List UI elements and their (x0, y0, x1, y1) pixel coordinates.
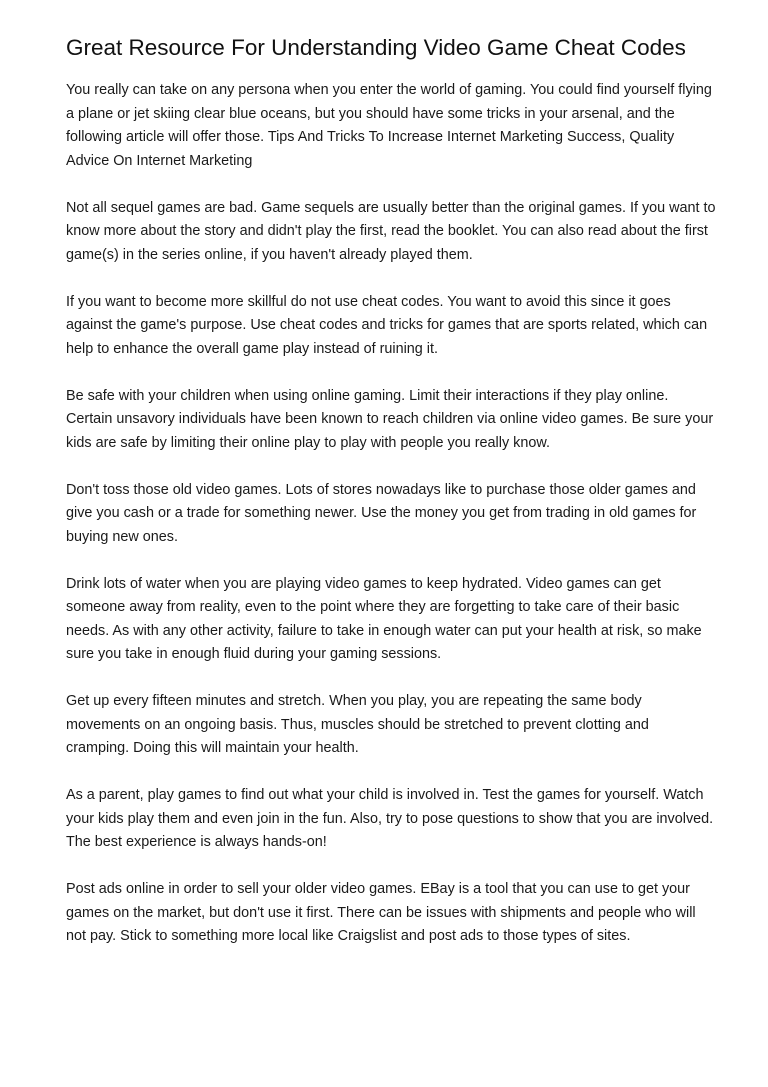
document-page (66, 36, 716, 972)
paragraph-old-games: Don't toss those old video games. Lots of stores nowadays like to purchase those older games and give you cash or a trade for something newer. Use the money you get from trading in old games for buying new ones. (66, 481, 697, 545)
paragraph-stretching: Get up every fifteen minutes and stretch. When you play, you are repeating the same body movements on an ongoing basis. Thus, muscles should be stretched to prevent clotting and cramping. Doing this will maintain your health. (66, 693, 649, 756)
paragraph-child-safety: Be safe with your children when using online gaming. Limit their interactions if they play online. Certain unsavory individuals have been known to reach children via online video games. Be sure your kids are safe by limiting their online play to play with people you really know. (66, 387, 714, 451)
paragraph-intro: You really can take on any persona when you enter the world of gaming. You could find yourself flying a plane or jet skiing clear blue oceans, but you should have some tricks in your arsenal, and the following article will offer those. Tips And Tricks To Increase Internet Marketing Success, Quality Advice On Internet Marketing (66, 82, 712, 169)
paragraph-hydration: Drink lots of water when you are playing video games to keep hydrated. Video games can get someone away from reality, even to the point where they are forgetting to take care of their basic needs. As with any other activity, failure to take in enough water can put your health at risk, so make sure you take in enough fluid during your gaming sessions. (66, 575, 702, 662)
paragraph-parenting: As a parent, play games to find out what your child is involved in. Test the games for yourself. Watch your kids play them and even join in the fun. Also, try to pose questions to show that you are involved. The best experience is always hands-on! (66, 787, 714, 850)
document-title: Great Resource For Understanding Video Game Cheat Codes (66, 35, 686, 60)
paragraph-cheat-codes: If you want to become more skillful do not use cheat codes. You want to avoid this since it goes against the game's purpose. Use cheat codes and tricks for games that are sports related, which can help to enhance the overall game play instead of ruining it. (66, 293, 708, 357)
paragraph-selling: Post ads online in order to sell your older video games. EBay is a tool that you can use to get your games on the market, but don't use it first. There can be issues with shipments and people who will not pay. Stick to something more local like Craigslist and post ads to those types of sites. (66, 881, 696, 944)
paragraph-sequels: Not all sequel games are bad. Game sequels are usually better than the original games. If you want to know more about the story and didn't play the first, read the booklet. You can also read about the first game(s) in the series online, if you haven't already played them. (66, 199, 716, 263)
